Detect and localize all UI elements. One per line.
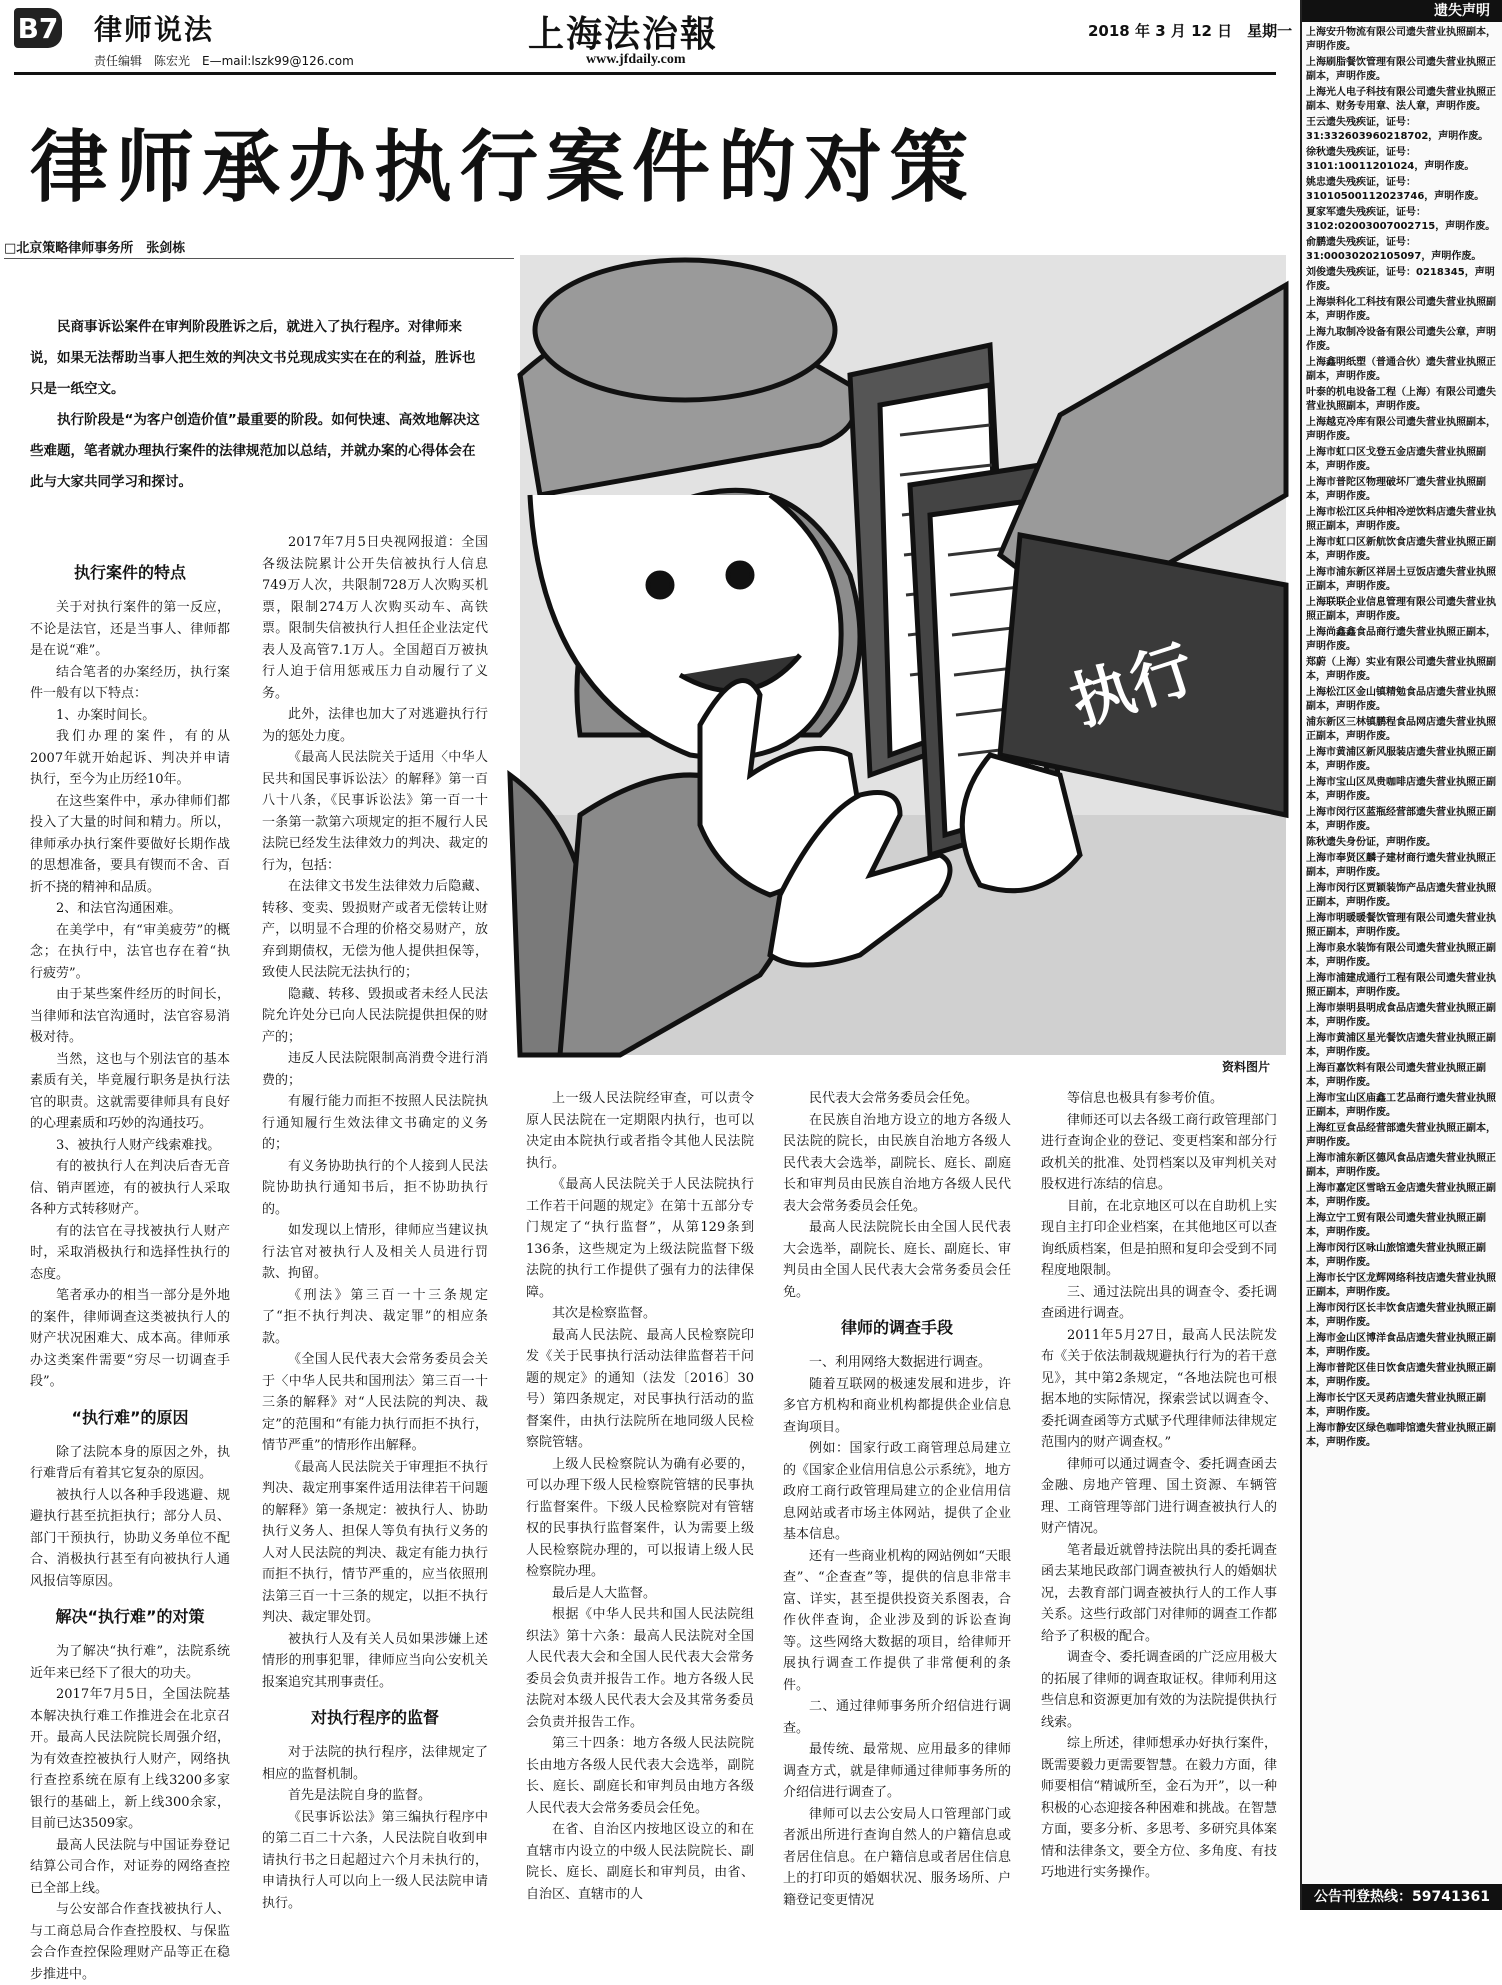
- classified-hotline: 公告刊登热线：59741361: [1302, 1884, 1502, 1910]
- body-paragraph: 律师可以去公安局人口管理部门或者派出所进行查询自然人的户籍信息或者居住信息。在户籍信息或者居住信息上的打印页的婚姻状况、服务场所、户籍登记变更情况: [783, 1806, 1011, 1908]
- newspaper-url[interactable]: www.jfdaily.com: [586, 52, 686, 67]
- notice-item: 上海联联企业信息管理有限公司遗失营业执照正副本，声明作废。: [1306, 597, 1496, 622]
- classified-strip: [1300, 0, 1502, 1910]
- body-paragraph: 2017年7月5日央视网报道：全国各级法院累计公开失信被执行人信息749万人次，共限制728万人次购买机票，限制274万人次购买动车、高铁票。限制失信被执行人担任企业法定代表人及高管7.1万人。全国超百万被执行人迫于信用惩戒压力自动履行了义务。: [262, 535, 488, 701]
- notice-item: 上海市泉水装饰有限公司遗失营业执照正副本，声明作废。: [1306, 943, 1496, 968]
- notice-item: 上海市闵行区蓝瓶经营部遗失营业执照正副本，声明作废。: [1306, 807, 1496, 832]
- body-paragraph: 除了法院本身的原因之外，执行难背后有着其它复杂的原因。: [30, 1444, 230, 1481]
- notice-item: 上海鑫明纸塑（普通合伙）遗失营业执照正副本，声明作废。: [1306, 357, 1496, 382]
- notice-item: 上海刷脂餐饮管理有限公司遗失营业执照正副本，声明作废。: [1306, 57, 1496, 82]
- notice-item: 上海市静安区绿色咖啡馆遗失营业执照正副本，声明作废。: [1306, 1423, 1496, 1448]
- body-paragraph: 2017年7月5日，全国法院基本解决执行难工作推进会在北京召开。最高人民法院院长周强介绍，为有效查控被执行人财产，网络执行查控系统在原有上线3200多家银行的基础上，新上线300余家，目前已达3509家。: [30, 1687, 230, 1831]
- article-headline: 律师承办执行案件的对策: [30, 123, 977, 213]
- body-paragraph: 随着互联网的极速发展和进步，许多官方机构和商业机构都提供企业信息查询项目。: [783, 1376, 1011, 1435]
- notice-item: 上海市闵行区咏山旅馆遗失营业执照正副本，声明作废。: [1306, 1243, 1486, 1268]
- notice-item: 上海百嘉饮料有限公司遗失营业执照正副本，声明作废。: [1306, 1063, 1486, 1088]
- byline-rule: [4, 258, 514, 259]
- body-paragraph: 调查令、委托调查函的广泛应用极大的拓展了律师的调查取证权。律师利用这些信息和资源更加有效的为法院提供执行线索。: [1041, 1650, 1277, 1730]
- notice-item: 上海市嘉定区雪晗五金店遗失营业执照正副本，声明作废。: [1306, 1183, 1496, 1208]
- notice-item: 上海九取制冷设备有限公司遗失公章，声明作废。: [1306, 327, 1496, 352]
- notice-list: [1306, 26, 1498, 1880]
- body-paragraph: 有履行能力而拒不按照人民法院执行通知履行生效法律文书确定的义务的；: [262, 1094, 488, 1152]
- notice-item: 上海市浦东新区祥居土豆饭店遗失营业执照正副本，声明作废。: [1306, 567, 1496, 592]
- body-paragraph: 有的被执行人在判决后杳无音信、销声匿迹，有的被执行人采取各种方式转移财产。: [30, 1159, 230, 1217]
- body-paragraph: 对于法院的执行程序，法律规定了相应的监督机制。: [262, 1745, 488, 1782]
- body-paragraph: 第三十四条：地方各级人民法院院长由地方各级人民代表大会选举，副院长、庭长、副庭长和审判员由地方各级人民代表大会常务委员会任免。: [526, 1736, 754, 1816]
- notice-item: 上海市长宁区龙辉网络科技店遗失营业执照正副本，声明作废。: [1306, 1273, 1496, 1298]
- intro-paragraph: 执行阶段是“为客户创造价值”最重要的阶段。如何快速、高效地解决这些难题，笔者就办理执行案件的法律规范加以总结，并就办案的心得体会在此与大家共同学习和探讨。: [30, 412, 480, 490]
- section-heading: 对执行程序的监督: [310, 1708, 439, 1727]
- notice-item: 上海市明暖暖餐饮管理有限公司遗失营业执照正副本，声明作废。: [1306, 913, 1496, 938]
- body-paragraph: 当然，这也与个别法官的基本素质有关，毕竟履行职务是执行法官的职责。这就需要律师具有良好的心理素质和巧妙的沟通技巧。: [30, 1051, 230, 1131]
- body-paragraph: 首先是法院自身的监督。: [288, 1788, 432, 1803]
- section-heading: 执行案件的特点: [73, 563, 186, 582]
- body-paragraph: 目前，在北京地区可以在自助机上实现自主打印企业档案，在其他地区可以查询纸质档案，但是拍照和复印会受到不同程度地限制。: [1041, 1198, 1277, 1278]
- notice-item: 上海安升物流有限公司遗失营业执照副本，声明作废。: [1306, 27, 1496, 52]
- notice-item: 上海松江区金山镇精勉食品店遗失营业执照副本，声明作废。: [1306, 687, 1496, 712]
- body-paragraph: 《全国人民代表大会常务委员会关于〈中华人民共和国刑法〉第三百一十三条的解释》对“人民法院的判决、裁定”的范围和“有能力执行而拒不执行，情节严重”的情形作出解释。: [262, 1352, 488, 1453]
- notice-item: 俞鹏遗失残疾证，证号：31:00030202105097，声明作废。: [1306, 237, 1482, 262]
- article-column-3: [526, 1088, 754, 1903]
- notice-item: 上海市浦东新区德风食品店遗失营业执照正副本，声明作废。: [1306, 1153, 1496, 1178]
- notice-item: 上海市虹口区戈登五金店遗失营业执照副本，声明作废。: [1306, 447, 1486, 472]
- body-paragraph: 结合笔者的办案经历，执行案件一般有以下特点：: [30, 664, 230, 701]
- article-column-1: [30, 548, 230, 1982]
- body-paragraph: 有义务协助执行的个人接到人民法院协助执行通知书后，拒不协助执行的。: [262, 1158, 488, 1217]
- body-paragraph: 被执行人及有关人员如果涉嫌上述情形的刑事犯罪，律师应当向公安机关报案追究其刑事责任。: [262, 1631, 488, 1690]
- article-column-2: [262, 532, 488, 1911]
- notice-item: 上海光人电子科技有限公司遗失营业执照正副本、财务专用章、法人章，声明作废。: [1306, 87, 1496, 112]
- notice-item: 上海崇科化工科技有限公司遗失营业执照副本，声明作废。: [1306, 297, 1496, 322]
- body-paragraph: 在美学中，有“审美疲劳”的概念；在执行中，法官也存在着“执行疲劳”。: [30, 922, 230, 981]
- body-paragraph: 还有一些商业机构的网站例如“天眼查”、“企查查”等，提供的信息非常丰富、详实，甚至提供投资关系图表，合作伙伴查询，企业涉及到的诉讼查询等。这些网络大数据的项目，给律师开展执行调查工作提供了非常便利的条件。: [783, 1548, 1011, 1693]
- body-paragraph: 三、通过法院出具的调查令、委托调查函进行调查。: [1041, 1284, 1277, 1321]
- body-paragraph: 笔者最近就曾持法院出具的委托调查函去某地民政部门调查被执行人的婚姻状况，去教育部门调查被执行人的工作人事关系。这些行政部门对律师的调查工作都给予了积极的配合。: [1041, 1542, 1277, 1644]
- body-paragraph: 例如：国家行政工商管理总局建立的《国家企业信用信息公示系统》，地方政府工商行政管理局建立的企业信用信息网站或者市场主体网站，提供了企业基本信息。: [783, 1441, 1011, 1542]
- notice-item: 上海市奉贤区麟子建材商行遗失营业执照正副本，声明作废。: [1306, 853, 1496, 878]
- notice-item: 陈秋遗失身份证，声明作废。: [1306, 837, 1436, 848]
- article-column-5: [1041, 1088, 1277, 1903]
- notice-item: 上海越克冷库有限公司遗失营业执照副本，声明作废。: [1306, 417, 1496, 442]
- body-paragraph: 在省、自治区内按地区设立的和在直辖市内设立的中级人民法院院长、副院长、庭长、副庭长和审判员，由省、自治区、直辖市的人: [526, 1822, 754, 1902]
- notice-item: 浦东新区三林镇鹏程食品网店遗失营业执照正副本，声明作废。: [1306, 717, 1496, 742]
- body-paragraph: 2011年5月27日，最高人民法院发布《关于依法制裁规避执行行为的若干意见》，其中第2条规定，“各地法院也可根据本地的实际情况，探索尝试以调查令、委托调查函等方式赋予代理律师法律规定范围内的财产调查权。”: [1041, 1327, 1277, 1450]
- newspaper-masthead: 上海法治報: [528, 13, 719, 55]
- classified-title: 遗失声明: [1302, 0, 1502, 22]
- body-paragraph: 有的法官在寻找被执行人财产时，采取消极执行和选择性执行的态度。: [30, 1223, 230, 1282]
- section-heading: “执行难”的原因: [71, 1407, 189, 1427]
- body-paragraph: 违反人民法院限制高消费令进行消费的；: [262, 1051, 488, 1088]
- body-paragraph: 《最高人民法院关于适用〈中华人民共和国民事诉讼法〉的解释》第一百八十八条，《民事诉讼法》第一百一十一条第一款第六项规定的拒不履行人民法院已经发生法律效力的判决、裁定的行为，包括：: [262, 750, 488, 873]
- notice-item: 上海市金山区博洋食品店遗失营业执照正副本，声明作废。: [1306, 1333, 1496, 1358]
- body-paragraph: 最高人民法院与中国证券登记结算公司合作，对证券的网络查控已全部上线。: [30, 1837, 230, 1896]
- body-paragraph: 隐藏、转移、毁损或者未经人民法院允许处分已向人民法院提供担保的财产的；: [262, 986, 488, 1045]
- body-paragraph: 2、和法官沟通困难。: [56, 901, 182, 916]
- body-paragraph: 在这些案件中，承办律师们都投入了大量的时间和精力。所以，律师承办执行案件要做好长期作战的思想准备，要具有锲而不舍、百折不挠的精神和品质。: [30, 793, 230, 895]
- notice-item: 夏家军遗失残疾证，证号：3102:02003007002715，声明作废。: [1306, 207, 1496, 232]
- notice-item: 上海市闵行区长丰饮食店遗失营业执照正副本，声明作废。: [1306, 1303, 1496, 1328]
- body-paragraph: 《民事诉讼法》第三编执行程序中的第二百二十六条，人民法院自收到申请执行书之日起超过六个月未执行的，申请执行人可以向上一级人民法院申请执行。: [262, 1809, 488, 1911]
- notice-item: 上海市崇明县明成食品店遗失营业执照正副本，声明作废。: [1306, 1003, 1496, 1028]
- body-paragraph: 与公安部合作查找被执行人、与工商总局合作查控股权、与保监会合作查控保险理财产品等正在稳步推进中。: [30, 1902, 230, 1982]
- notice-item: 上海市普陀区物理破坏厂遗失营业执照副本，声明作废。: [1306, 477, 1486, 502]
- body-paragraph: 最传统、最常规、应用最多的律师调查方式，就是律师通过律师事务所的介绍信进行调查了。: [783, 1742, 1011, 1800]
- notice-item: 上海市松江区兵仲相冷逆饮料店遗失营业执照正副本，声明作废。: [1306, 507, 1496, 532]
- notice-item: 上海市虹口区新航饮食店遗失营业执照正副本，声明作废。: [1306, 537, 1496, 562]
- article-column-4: [783, 1088, 1011, 1908]
- body-paragraph: 笔者承办的相当一部分是外地的案件，律师调查这类被执行人的财产状况困难大、成本高。律师承办这类案件需要“穷尽一切调查手段”。: [30, 1288, 230, 1389]
- notice-item: 上海市长宁区天灵药店遗失营业执照正副本，声明作废。: [1306, 1393, 1486, 1418]
- seal-text: 执行: [1062, 631, 1203, 740]
- body-paragraph: 根据《中华人民共和国人民法院组织法》第十六条：最高人民法院对全国人民代表大会和全国人民代表大会常务委员会负责并报告工作。地方各级人民法院对本级人民代表大会及其常务委员会负责并报告工作。: [526, 1607, 754, 1730]
- body-paragraph: 《最高人民法院关于人民法院执行工作若干问题的规定》在第十五部分专门规定了“执行监督”，从第129条到136条，这些规定为上级法院监督下级法院的执行工作提供了强有力的法律保障。: [526, 1177, 754, 1300]
- article-intro: [30, 312, 482, 498]
- body-paragraph: 为了解决“执行难”，法院系统近年来已经下了很大的功夫。: [30, 1644, 230, 1681]
- editor-credit: 责任编辑 陈宏光 E—mail:lszk99@126.com: [94, 54, 354, 68]
- body-paragraph: 最后是人大监督。: [552, 1585, 657, 1601]
- body-paragraph: 我们办理的案件，有的从2007年就开始起诉、判决并申请执行，至今为止历经10年。: [30, 729, 230, 787]
- body-paragraph: 在民族自治地方设立的地方各级人民法院的院长，由民族自治地方各级人民代表大会选举，副院长、庭长、副庭长和审判员由民族自治地方各级人民代表大会常务委员会任免。: [783, 1112, 1011, 1214]
- body-paragraph: 此外，法律也加大了对逃避执行行为的惩处力度。: [262, 707, 488, 744]
- body-paragraph: 民代表大会常务委员会任免。: [809, 1091, 979, 1106]
- body-paragraph: 1、办案时间长。: [56, 707, 156, 723]
- body-paragraph: 律师可以通过调查令、委托调查函去金融、房地产管理、国土资源、车辆管理、工商管理等部门进行调查被执行人的财产情况。: [1041, 1456, 1277, 1536]
- body-paragraph: 最高人民法院、最高人民检察院印发《关于民事执行活动法律监督若干问题的规定》的通知（法发〔2016〕30号）第四条规定，对民事执行活动的监督案件，由执行法院所在地同级人民检察院管辖。: [526, 1327, 754, 1450]
- page-number: B7: [14, 8, 62, 48]
- body-paragraph: 最高人民法院院长由全国人民代表大会选举，副院长、庭长、副庭长、审判员由全国人民代表大会常务委员会任免。: [783, 1220, 1011, 1300]
- section-heading: 解决“执行难”的对策: [55, 1607, 205, 1626]
- body-paragraph: 如发现以上情形，律师应当建议执行法官对被执行人及相关人员进行罚款、拘留。: [262, 1223, 488, 1281]
- article-byline: □北京策略律师事务所 张剑栋: [4, 241, 186, 256]
- body-paragraph: 二、通过律师事务所介绍信进行调查。: [783, 1699, 1011, 1736]
- body-paragraph: 其次是检察监督。: [552, 1306, 657, 1321]
- section-heading: 律师的调查手段: [840, 1318, 953, 1337]
- notice-item: 徐秋遗失残疾证，证号：3101:10011201024，声明作废。: [1306, 147, 1475, 172]
- body-paragraph: 上级人民检察院认为确有必要的，可以办理下级人民检察院管辖的民事执行监督案件。下级人民检察院对有管辖权的民事执行监督案件，认为需要上级人民检察院办理的，可以报请上级人民检察院办理。: [526, 1456, 754, 1579]
- body-paragraph: 在法律文书发生法律效力后隐藏、转移、变卖、毁损财产或者无偿转让财产，以明显不合理的价格交易财产，放弃到期债权，无偿为他人提供担保等，致使人民法院无法执行的；: [262, 879, 488, 980]
- intro-paragraph: 民商事诉讼案件在审判阶段胜诉之后，就进入了执行程序。对律师来说，如果无法帮助当事人把生效的判决文书兑现成实实在在的利益，胜诉也只是一纸空文。: [30, 319, 476, 397]
- body-paragraph: 综上所述，律师想承办好执行案件，既需要毅力更需要智慧。在毅力方面，律师要相信“精诚所至，金石为开”，以一种积极的心态迎接各种困难和挑战。在智慧方面，要多分析、多思考、多研究具体案情和法律条文，要全方位、多角度、有技巧地进行实务操作。: [1041, 1736, 1277, 1880]
- notice-item: 王云遗失残疾证，证号：31:332603960218702，声明作废。: [1306, 117, 1489, 142]
- notice-item: 上海市宝山区庙鑫工艺品商行遗失营业执照正副本，声明作废。: [1306, 1093, 1496, 1118]
- body-paragraph: 律师还可以去各级工商行政管理部门进行查询企业的登记、变更档案和部分行政机关的批准、处罚档案以及审判机关对股权进行冻结的信息。: [1041, 1112, 1277, 1192]
- section-title: 律师说法: [94, 13, 215, 46]
- notice-item: 上海市闵行区贾颖装饰产品店遗失营业执照正副本，声明作废。: [1306, 883, 1496, 908]
- notice-item: 上海市浦建成通行工程有限公司遗失营业执照正副本，声明作废。: [1306, 973, 1496, 998]
- notice-item: 郑蔚（上海）实业有限公司遗失营业执照副本，声明作废。: [1306, 657, 1496, 682]
- notice-item: 上海市黄浦区新风服装店遗失营业执照正副本，声明作废。: [1306, 747, 1496, 772]
- body-paragraph: 由于某些案件经历的时间长，当律师和法官沟通时，法官容易消极对待。: [30, 987, 230, 1045]
- article-illustration: [520, 255, 1286, 1055]
- body-paragraph: 一、利用网络大数据进行调查。: [809, 1355, 992, 1370]
- body-paragraph: 等信息也极具有参考价值。: [1067, 1091, 1224, 1106]
- body-paragraph: 《最高人民法院关于审理拒不执行判决、裁定刑事案件适用法律若干问题的解释》第一条规定：被执行人、协助执行义务人、担保人等负有执行义务的人对人民法院的判决、裁定有能力执行而拒不执行，情节严重的，应当依照刑法第三百一十三条的规定，以拒不执行判决、裁定罪处罚。: [262, 1459, 488, 1625]
- body-paragraph: 被执行人以各种手段逃避、规避执行甚至抗拒执行；部分人员、部门干预执行，协助义务单位不配合、消极执行甚至有向被执行人通风报信等原因。: [30, 1487, 230, 1589]
- body-paragraph: 3、被执行人财产线索难找。: [56, 1137, 221, 1153]
- body-paragraph: 《刑法》第三百一十三条规定了“拒不执行判决、裁定罪”的相应条款。: [262, 1287, 488, 1346]
- notice-item: 上海市宝山区凤贵咖啡店遗失营业执照正副本，声明作废。: [1306, 777, 1496, 802]
- notice-item: 姚忠遗失残疾证，证号：31010500112023746，声明作废。: [1306, 177, 1485, 202]
- issue-date: 2018 年 3 月 12 日 星期一: [1088, 22, 1293, 40]
- notice-item: 上海市普陀区佳日饮食店遗失营业执照正副本，声明作废。: [1306, 1363, 1496, 1388]
- notice-item: 上海立宁工贸有限公司遗失营业执照正副本，声明作废。: [1306, 1213, 1486, 1238]
- image-caption: 资料图片: [1222, 1060, 1271, 1074]
- notice-item: 刘俊遗失残疾证，证号：0218345，声明作废。: [1306, 267, 1495, 292]
- notice-item: 叶泰的机电设备工程（上海）有限公司遗失营业执照副本，声明作废。: [1306, 387, 1496, 412]
- body-paragraph: 关于对执行案件的第一反应，不论是法官，还是当事人、律师都是在说“难”。: [30, 600, 230, 658]
- notice-item: 上海红豆食品经营部遗失营业执照正副本，声明作废。: [1306, 1123, 1496, 1148]
- body-paragraph: 上一级人民法院经审查，可以责令原人民法院在一定期限内执行，也可以决定由本院执行或者指令其他人民法院执行。: [526, 1091, 754, 1171]
- notice-item: 上海市黄浦区星光餐饮店遗失营业执照正副本，声明作废。: [1306, 1033, 1496, 1058]
- header-rule: [14, 72, 1276, 75]
- notice-item: 上海尚鑫鑫食品商行遗失营业执照正副本，声明作废。: [1306, 627, 1496, 652]
